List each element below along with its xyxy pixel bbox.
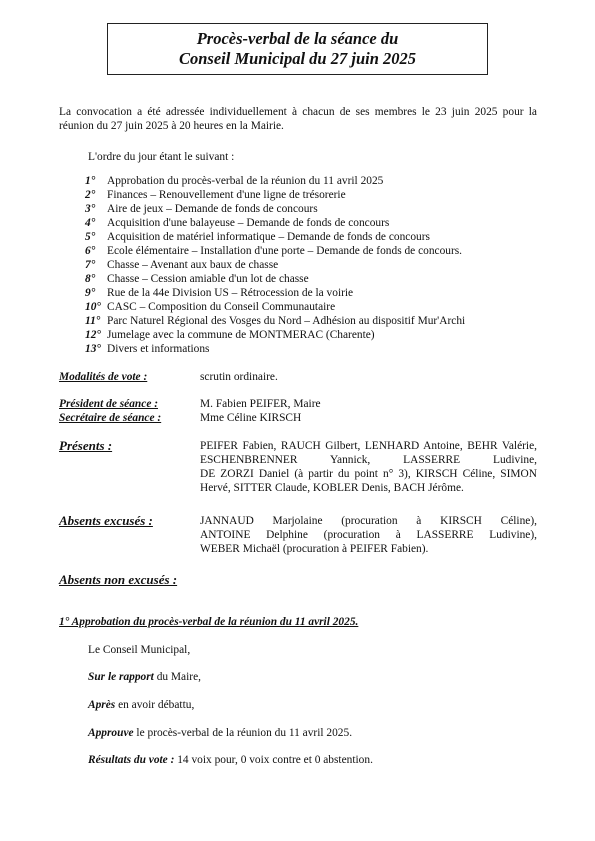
agenda-item	[85, 188, 465, 202]
modalites-value: scrutin ordinaire.	[200, 371, 278, 383]
agenda-item-number: 5°	[85, 231, 96, 243]
president-label: Président de séance :	[59, 398, 159, 410]
resultats-label: Résultats du vote :	[88, 754, 175, 766]
agenda-item-number: 11°	[85, 315, 101, 327]
intro-line-1: La convocation a été adressée individuellement à chacun de ses membres le 23 juin 2025 pour la	[59, 106, 537, 118]
resultats-text: 14 voix pour, 0 voix contre et 0 abstention.	[174, 754, 373, 766]
agenda-item-text: Acquisition d'une balayeuse – Demande de fonds de concours	[107, 217, 390, 229]
agenda-item-number: 7°	[85, 259, 96, 271]
approuve-text: le procès-verbal de la réunion du 11 avril 2025.	[133, 727, 353, 739]
agenda-item-text: Parc Naturel Régional des Vosges du Nord – Adhésion au dispositif Mur'Archi	[107, 315, 466, 327]
rapport-label: Sur le rapport	[88, 671, 154, 683]
agenda-item-text: Acquisition de matériel informatique – Demande de fonds de concours	[107, 231, 430, 243]
presents-line-4: Hervé, SITTER Claude, KOBLER Denis, BACH Jérôme.	[200, 482, 464, 494]
secretaire-value: Mme Céline KIRSCH	[200, 412, 302, 424]
absents-excuses-line-3: WEBER Michaël (procuration à PEIFER Fabien).	[200, 543, 429, 555]
agenda-item	[85, 286, 465, 300]
title-line-1: Procès-verbal de la séance du	[196, 29, 399, 48]
presents-label: Présents :	[59, 438, 113, 453]
agenda-item-text: Chasse – Cession amiable d'un lot de chasse	[107, 273, 309, 285]
agenda-item-text: Ecole élémentaire – Installation d'une porte – Demande de fonds de concours.	[107, 245, 463, 257]
agenda-item	[85, 244, 465, 258]
rapport-text: du Maire,	[153, 671, 201, 683]
absents-excuses-label: Absents excusés :	[59, 513, 153, 528]
agenda-item-text: Chasse – Avenant aux baux de chasse	[107, 259, 279, 271]
modalites-label: Modalités de vote :	[59, 371, 148, 383]
agenda-list	[85, 174, 465, 356]
approuve-line	[88, 726, 352, 740]
agenda-item-number: 8°	[85, 273, 96, 285]
president-value: M. Fabien PEIFER, Maire	[200, 398, 321, 410]
document-title-box	[107, 23, 488, 75]
agenda-item	[85, 272, 465, 286]
absents-excuses-line-1: JANNAUD Marjolaine (procuration à KIRSCH Céline),	[200, 515, 537, 527]
presents-line-2: ESCHENBRENNER Yannick, LASSERRE Ludivine,	[200, 454, 537, 466]
agenda-item-number: 6°	[85, 245, 96, 257]
ordre-du-jour-intro: L'ordre du jour étant le suivant :	[88, 151, 235, 163]
title-line-2: Conseil Municipal du 27 juin 2025	[178, 49, 417, 68]
section-1-heading: 1° Approbation du procès-verbal de la réunion du 11 avril 2025.	[59, 616, 359, 628]
agenda-item	[85, 174, 465, 188]
presents-line-3: DE ZORZI Daniel (à partir du point n° 3), KIRSCH Céline, SIMON	[200, 468, 537, 480]
agenda-item	[85, 300, 465, 314]
secretaire-label: Secrétaire de séance :	[59, 412, 162, 424]
agenda-item-text: Divers et informations	[107, 343, 210, 355]
intro-line-2: réunion du 27 juin 2025 à 20 heures en la Mairie.	[59, 120, 284, 132]
agenda-item-text: Rue de la 44e Division US – Rétrocession de la voirie	[107, 287, 354, 299]
agenda-item	[85, 202, 465, 216]
agenda-item-number: 10°	[85, 301, 101, 313]
absents-non-excuses-label: Absents non excusés :	[59, 572, 178, 587]
agenda-item	[85, 314, 465, 328]
agenda-item-text: Approbation du procès-verbal de la réunion du 11 avril 2025	[107, 175, 384, 187]
agenda-item-text: Jumelage avec la commune de MONTMERAC (Charente)	[107, 329, 375, 341]
apres-text: en avoir débattu,	[115, 699, 195, 711]
agenda-item-number: 9°	[85, 287, 96, 299]
agenda-item-number: 1°	[85, 175, 96, 187]
presents-line-1: PEIFER Fabien, RAUCH Gilbert, LENHARD Antoine, BEHR Valérie,	[200, 440, 537, 452]
agenda-item	[85, 258, 465, 272]
agenda-item	[85, 216, 465, 230]
agenda-item	[85, 230, 465, 244]
apres-line	[88, 698, 194, 712]
approuve-label: Approuve	[88, 727, 134, 739]
conseil-municipal-line: Le Conseil Municipal,	[88, 644, 191, 656]
agenda-item	[85, 342, 465, 356]
agenda-item-text: CASC – Composition du Conseil Communautaire	[107, 301, 336, 313]
agenda-item-number: 2°	[85, 189, 96, 201]
rapport-line	[88, 670, 201, 684]
absents-excuses-line-2: ANTOINE Delphine (procuration à LASSERRE Ludivine),	[200, 529, 537, 541]
agenda-item-text: Aire de jeux – Demande de fonds de concours	[107, 203, 318, 215]
agenda-item-number: 12°	[85, 329, 101, 341]
agenda-item	[85, 328, 465, 342]
resultats-line	[88, 753, 373, 767]
agenda-item-number: 13°	[85, 343, 101, 355]
agenda-item-number: 3°	[85, 203, 96, 215]
agenda-item-number: 4°	[85, 217, 96, 229]
agenda-item-text: Finances – Renouvellement d'une ligne de trésorerie	[107, 189, 346, 201]
apres-label: Après	[88, 699, 116, 711]
